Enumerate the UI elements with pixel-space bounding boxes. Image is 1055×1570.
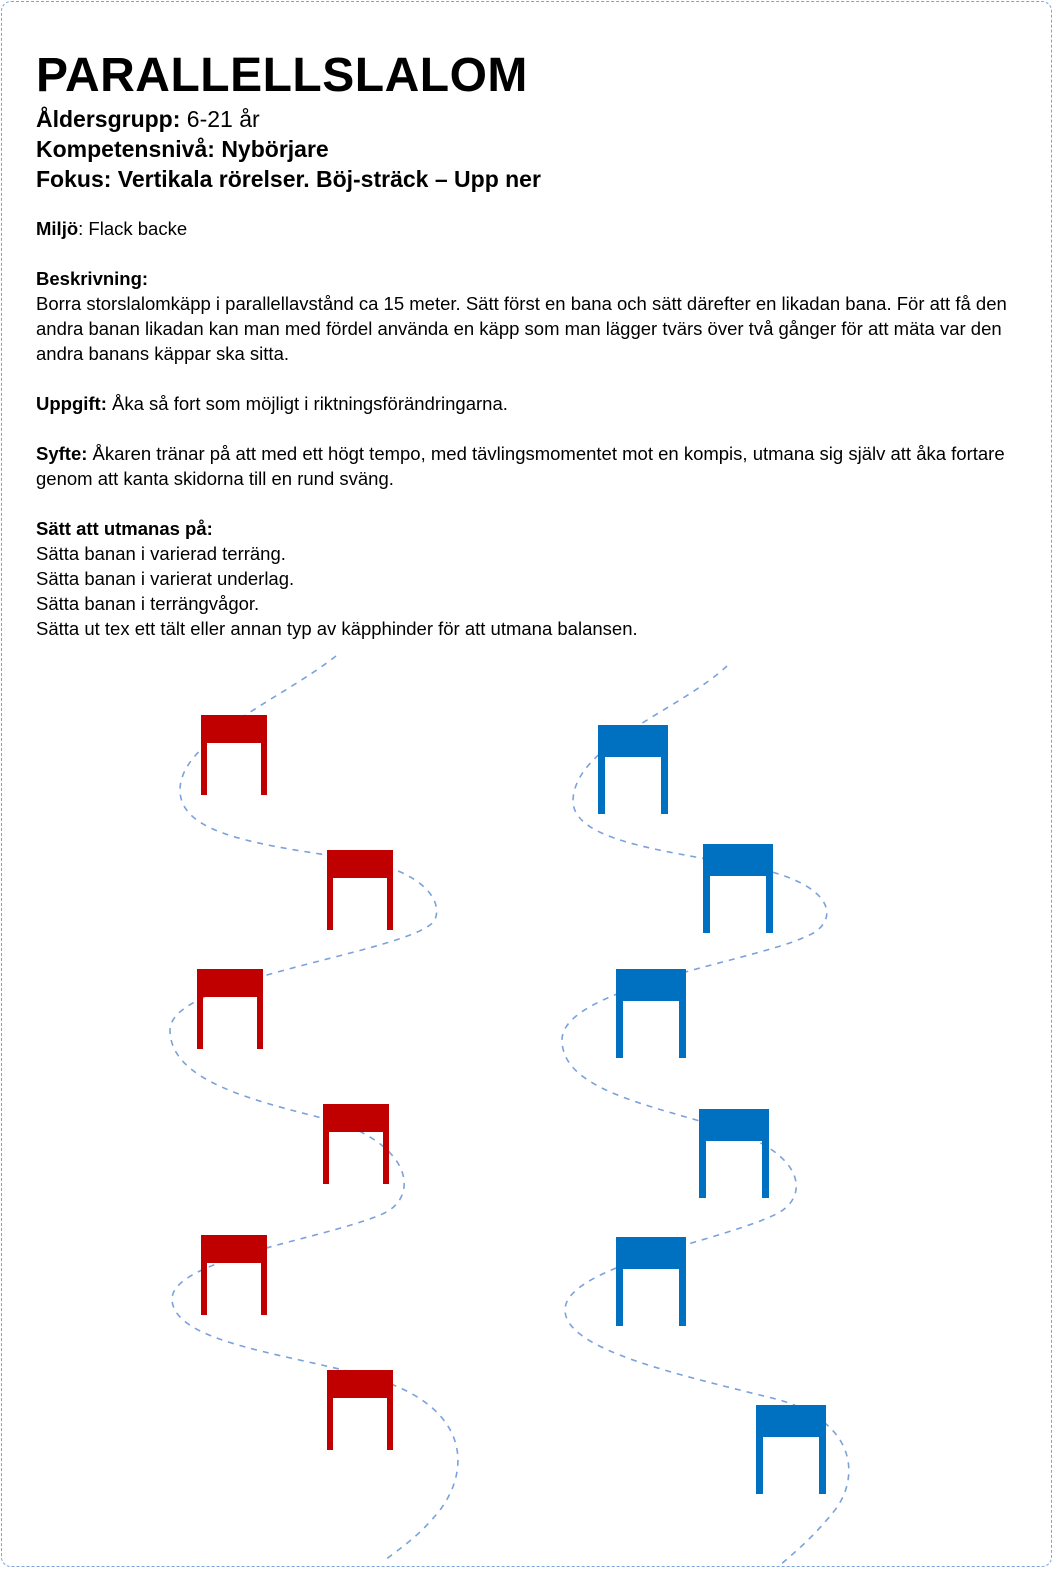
challenge-item: Sätta banan i varierad terräng. [36, 543, 286, 564]
red-gate [197, 969, 263, 1049]
description-text: Borra storslalomkäpp i parallellavstånd ca 15 meter. Sätt först en bana och sätt därefter en likadan bana. För att få den andra banan likadan kan man med fördel använda en käpp som man lägger tvärs över två gånger för att mäta var den andra banans käppar ska sitta. [36, 293, 1007, 364]
challenge-item: Sätta banan i varierat underlag. [36, 568, 295, 589]
red-gate [201, 1235, 267, 1315]
task-text: Åka så fort som möjligt i riktningsförändringarna. [106, 393, 508, 414]
blue-gate [616, 969, 686, 1058]
description-heading: Beskrivning: [36, 268, 149, 289]
challenge-item: Sätta ut tex ett tält eller annan typ av käpphinder för att utmana balansen. [36, 618, 638, 639]
blue-gate [616, 1237, 686, 1326]
blue-gate [703, 844, 773, 933]
red-gate [327, 850, 393, 930]
red-gate [201, 715, 267, 795]
blue-gate [756, 1405, 826, 1494]
competence-level: Kompetensnivå: Nybörjare [36, 136, 329, 162]
task-label: Uppgift: [36, 393, 107, 414]
challenges-heading: Sätt att utmanas på: [36, 518, 213, 539]
environment-label: Miljö [36, 218, 79, 239]
purpose-label: Syfte: [36, 443, 88, 464]
blue-gate [598, 725, 668, 814]
blue-gates [598, 725, 826, 1494]
red-gate [327, 1370, 393, 1450]
environment-value: : Flack backe [78, 218, 188, 239]
age-group-value: 6-21 år [186, 106, 260, 132]
page-title: PARALLELLSLALOM [36, 49, 528, 102]
red-ski-path [170, 656, 458, 1560]
age-group-label: Åldersgrupp: [36, 106, 181, 132]
focus-line: Fokus: Vertikala rörelser. Böj-sträck – Upp ner [36, 166, 541, 192]
red-gate [323, 1104, 389, 1184]
blue-gate [699, 1109, 769, 1198]
purpose-text: Åkaren tränar på att med ett högt tempo, med tävlingsmomentet mot en kompis, utmana sig själv att åka fortare genom att kanta skidorna till en rund sväng. [36, 443, 1005, 489]
red-gates [197, 715, 393, 1450]
challenge-item: Sätta banan i terrängvågor. [36, 593, 260, 614]
